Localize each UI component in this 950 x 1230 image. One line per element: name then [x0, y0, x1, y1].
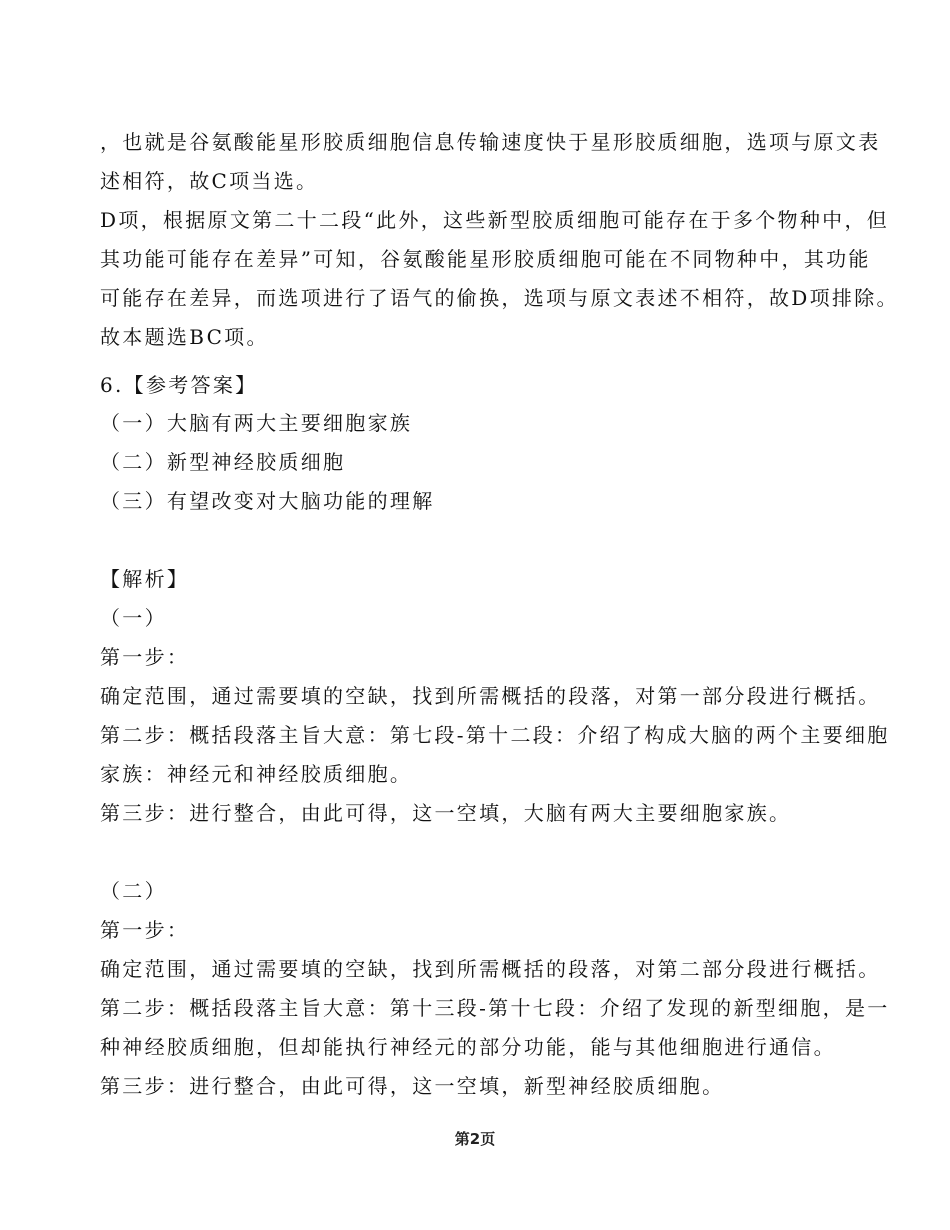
text-line: 确定范围，通过需要填的空缺，找到所需概括的段落，对第一部分段进行概括。: [100, 684, 881, 708]
text-line: 家族：神经元和神经胶质细胞。: [100, 762, 413, 786]
answer-item: （一）大脑有两大主要细胞家族: [100, 411, 413, 435]
analysis-heading: 【解析】: [100, 567, 190, 591]
text-line: 第三步：进行整合，由此可得，这一空填，新型神经胶质细胞。: [100, 1074, 725, 1098]
text-line: 第二步：概括段落主旨大意：第七段-第十二段：介绍了构成大脑的两个主要细胞: [100, 723, 890, 747]
text-line: 第二步：概括段落主旨大意：第十三段-第十七段：介绍了发现的新型细胞，是一: [100, 996, 890, 1020]
text-line: 述相符，故C项当选。: [100, 169, 319, 193]
section-label: （二）: [100, 879, 167, 903]
text-line: 确定范围，通过需要填的空缺，找到所需概括的段落，对第二部分段进行概括。: [100, 957, 881, 981]
text-line: 种神经胶质细胞，但却能执行神经元的部分功能，能与其他细胞进行通信。: [100, 1035, 836, 1059]
text-line: 故本题选BC项。: [100, 325, 269, 349]
text-line: 其功能可能存在差异”可知，谷氨酸能星形胶质细胞可能在不同物种中，其功能: [100, 247, 871, 271]
text-line: D项，根据原文第二十二段“此外，这些新型胶质细胞可能存在于多个物种中，但: [100, 208, 890, 232]
text-line: 第一步：: [100, 645, 190, 669]
text-line: ，也就是谷氨酸能星形胶质细胞信息传输速度快于星形胶质细胞，选项与原文表: [100, 130, 881, 154]
answer-item: （三）有望改变对大脑功能的理解: [100, 489, 435, 513]
section-label: （一）: [100, 606, 167, 630]
answer-heading: 6.【参考答案】: [100, 373, 258, 397]
text-line: 第一步：: [100, 918, 190, 942]
text-line: 第三步：进行整合，由此可得，这一空填，大脑有两大主要细胞家族。: [100, 801, 792, 825]
answer-item: （二）新型神经胶质细胞: [100, 450, 346, 474]
page-number: 第2页: [454, 1130, 496, 1148]
text-line: 可能存在差异，而选项进行了语气的偷换，选项与原文表述不相符，故D项排除。: [100, 286, 899, 310]
